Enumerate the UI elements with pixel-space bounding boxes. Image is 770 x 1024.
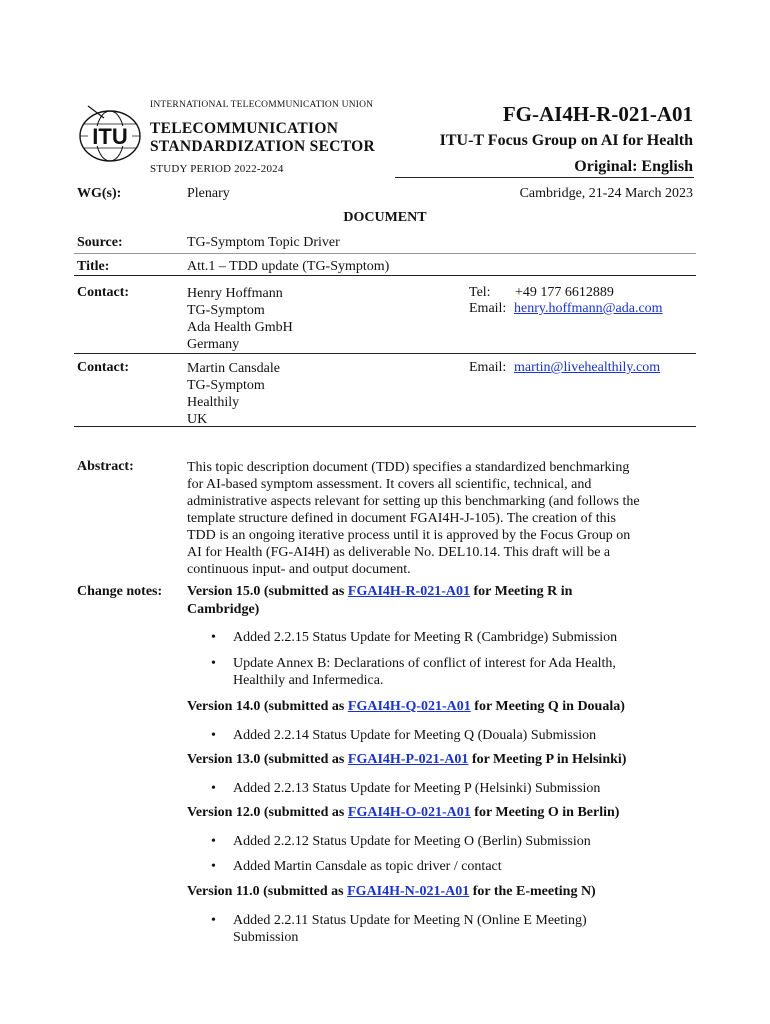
bullet-icon: • (211, 834, 216, 849)
version-suffix: for Meeting Q in Douala) (470, 699, 625, 714)
contact-details (187, 360, 280, 428)
abstract-line: administrative aspects relevant for setting up this benchmarking (and follows the (187, 494, 640, 509)
version-heading (187, 583, 697, 619)
email-label: Email: (469, 360, 507, 375)
divider (74, 275, 696, 276)
bullet-icon: • (211, 630, 216, 645)
abstract-text (187, 459, 697, 578)
contact-name: Martin Cansdale (187, 361, 280, 376)
abstract-line: continuous input- and output document. (187, 562, 411, 577)
itu-globe-icon (76, 104, 144, 166)
sector-line2: STANDARDIZATION SECTOR (150, 138, 375, 155)
bullet-icon: • (211, 913, 216, 928)
version-doc-link[interactable]: FGAI4H-Q-021-A01 (347, 699, 471, 714)
version-suffix: for Meeting P in Helsinki) (468, 752, 627, 767)
version-prefix: Version 13.0 (submitted as (187, 752, 348, 767)
list-item-text: Added 2.2.15 Status Update for Meeting R (Cambridge) Submission (233, 630, 618, 645)
list-item-line: Added 2.2.11 Status Update for Meeting N (Online E Meeting) (233, 913, 587, 928)
tel-value: +49 177 6612889 (515, 285, 614, 300)
version-heading (187, 698, 697, 716)
email-label: Email: (469, 301, 507, 316)
list-item-text: Added 2.2.12 Status Update for Meeting O (Berlin) Submission (233, 834, 591, 849)
title-value: Att.1 – TDD update (TG-Symptom) (187, 259, 390, 274)
contact-country: UK (187, 412, 208, 427)
abstract-line: for AI-based symptom assessment. It covers all scientific, technical, and (187, 477, 592, 492)
version-prefix: Version 11.0 (submitted as (187, 884, 348, 899)
logo-text: ITU (92, 124, 128, 149)
focus-group-name: ITU-T Focus Group on AI for Health (439, 132, 693, 149)
bullet-icon: • (211, 728, 216, 743)
source-label: Source: (77, 235, 123, 250)
sector-line1: TELECOMMUNICATION (150, 120, 339, 137)
tel-label: Tel: (469, 285, 491, 300)
meeting-location: Cambridge, 21-24 March 2023 (519, 186, 693, 201)
version-heading (187, 751, 697, 769)
contact-name: Henry Hoffmann (187, 286, 283, 301)
org-name: INTERNATIONAL TELECOMMUNICATION UNION (150, 100, 374, 110)
document-id: FG-AI4H-R-021-A01 (502, 102, 693, 126)
bullet-icon: • (211, 781, 216, 796)
source-value: TG-Symptom Topic Driver (187, 235, 340, 250)
version-heading (187, 883, 697, 901)
bullet-icon: • (211, 859, 216, 874)
list-item-text: Added Martin Cansdale as topic driver / contact (233, 859, 502, 874)
title-label: Title: (77, 259, 110, 274)
list-item-text: Added 2.2.13 Status Update for Meeting P (Helsinki) Submission (233, 781, 601, 796)
abstract-line: TDD is an ongoing iterative process until it is approved by the Focus Group on (187, 528, 631, 543)
version-prefix: Version 15.0 (submitted as (187, 584, 348, 599)
version-suffix: Cambridge) (187, 602, 260, 617)
list-item-text: Added 2.2.14 Status Update for Meeting Q (Douala) Submission (233, 728, 597, 743)
contact-org: Healthily (187, 395, 240, 410)
version-doc-link[interactable]: FGAI4H-N-021-A01 (347, 884, 470, 899)
abstract-line: template structure defined in document FGAI4H-J-105). The creation of this (187, 511, 616, 526)
version-doc-link[interactable]: FGAI4H-P-021-A01 (347, 752, 469, 767)
version-heading (187, 804, 697, 822)
contact-details (187, 285, 293, 353)
change-notes-label: Change notes: (77, 584, 163, 599)
contact-country: Germany (187, 337, 240, 352)
divider (74, 253, 696, 254)
list-item-line: Healthily and Infermedica. (233, 673, 384, 688)
list-item-line: Submission (233, 930, 299, 945)
bullet-icon: • (211, 656, 216, 671)
version-suffix: for Meeting R in (470, 584, 573, 599)
divider (74, 353, 696, 354)
list-item-text (233, 655, 673, 689)
version-doc-link[interactable]: FGAI4H-O-021-A01 (347, 805, 471, 820)
contact-label: Contact: (77, 360, 130, 375)
version-suffix: for the E-meeting N) (469, 884, 596, 899)
contact-group: TG-Symptom (187, 378, 265, 393)
version-suffix: for Meeting O in Berlin) (470, 805, 620, 820)
study-period: STUDY PERIOD 2022-2024 (150, 163, 284, 175)
wg-value: Plenary (187, 186, 230, 201)
abstract-line: This topic description document (TDD) specifies a standardized benchmarking (187, 460, 630, 475)
version-prefix: Version 14.0 (submitted as (187, 699, 348, 714)
contact-org: Ada Health GmbH (187, 320, 293, 335)
version-doc-link[interactable]: FGAI4H-R-021-A01 (347, 584, 470, 599)
divider (74, 426, 696, 427)
contact-group: TG-Symptom (187, 303, 265, 318)
document-heading: DOCUMENT (343, 210, 427, 225)
version-prefix: Version 12.0 (submitted as (187, 805, 348, 820)
abstract-label: Abstract: (77, 459, 134, 474)
list-item-line: Update Annex B: Declarations of conflict of interest for Ada Health, (233, 656, 616, 671)
email-link[interactable]: henry.hoffmann@ada.com (514, 301, 663, 316)
original-language: Original: English (574, 158, 693, 175)
contact-label: Contact: (77, 285, 130, 300)
email-link[interactable]: martin@livehealthily.com (514, 360, 661, 375)
abstract-line: AI for Health (FG-AI4H) as deliverable No. DEL10.14. This draft will be a (187, 545, 611, 560)
list-item-text (233, 912, 673, 946)
wg-label: WG(s): (77, 186, 122, 201)
itu-logo (76, 104, 144, 166)
header-rule (395, 177, 694, 178)
